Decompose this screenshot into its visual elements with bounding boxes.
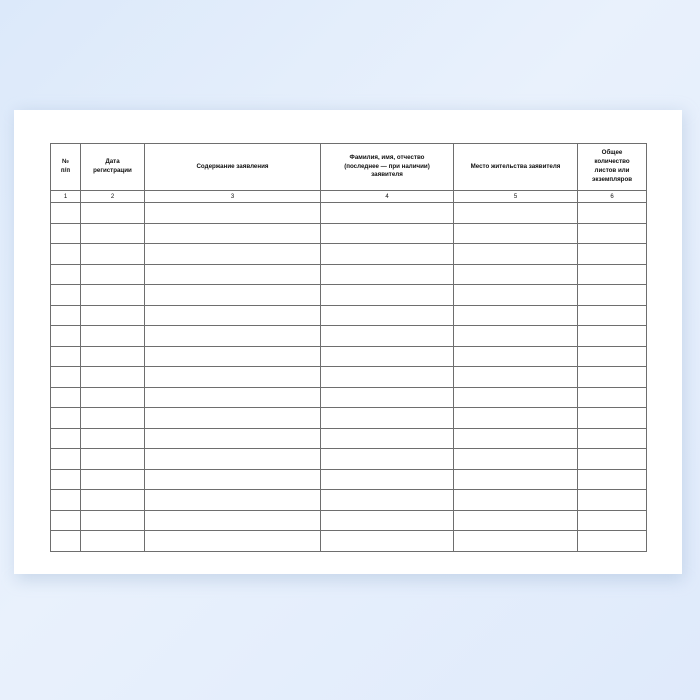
table-cell[interactable] xyxy=(578,203,647,224)
table-cell[interactable] xyxy=(454,326,578,347)
header-row xyxy=(51,144,647,191)
header-line: Дата xyxy=(105,158,120,166)
table-cell[interactable] xyxy=(81,346,145,367)
table-cell[interactable] xyxy=(51,244,81,265)
table-row[interactable] xyxy=(51,510,647,531)
table-row[interactable] xyxy=(51,203,647,224)
table-cell[interactable] xyxy=(145,326,321,347)
column-header-sheets-count xyxy=(578,144,647,191)
table-cell[interactable] xyxy=(578,285,647,306)
table-cell[interactable] xyxy=(81,531,145,552)
table-cell[interactable] xyxy=(578,490,647,511)
table-cell[interactable] xyxy=(81,264,145,285)
table-cell[interactable] xyxy=(454,428,578,449)
table-row[interactable] xyxy=(51,244,647,265)
table-cell[interactable] xyxy=(578,469,647,490)
table-cell[interactable] xyxy=(51,428,81,449)
column-header-application-content xyxy=(145,144,321,191)
table-cell[interactable] xyxy=(578,531,647,552)
table-cell[interactable] xyxy=(454,531,578,552)
table-cell[interactable] xyxy=(145,490,321,511)
table-cell[interactable] xyxy=(454,510,578,531)
table-cell[interactable] xyxy=(145,510,321,531)
header-line: п/п xyxy=(60,167,71,174)
table-cell[interactable] xyxy=(51,264,81,285)
table-cell[interactable] xyxy=(578,449,647,470)
table-cell[interactable] xyxy=(454,449,578,470)
table-cell[interactable] xyxy=(51,346,81,367)
table-cell[interactable] xyxy=(81,285,145,306)
table-cell[interactable] xyxy=(145,428,321,449)
table-cell[interactable] xyxy=(321,408,454,429)
table-cell[interactable] xyxy=(454,367,578,388)
table-cell[interactable] xyxy=(321,449,454,470)
table-row[interactable] xyxy=(51,285,647,306)
header-line: Содержание заявления xyxy=(196,162,269,170)
register-table-container xyxy=(50,143,646,552)
table-cell[interactable] xyxy=(321,264,454,285)
table-cell[interactable] xyxy=(145,264,321,285)
table-cell[interactable] xyxy=(454,244,578,265)
header-line: Место жительства заявителя xyxy=(470,162,561,170)
table-cell[interactable] xyxy=(81,244,145,265)
table-cell[interactable] xyxy=(145,244,321,265)
table-cell[interactable] xyxy=(51,285,81,306)
table-cell[interactable] xyxy=(321,490,454,511)
table-head xyxy=(51,144,647,203)
table-cell[interactable] xyxy=(81,367,145,388)
table-cell[interactable] xyxy=(51,490,81,511)
table-cell[interactable] xyxy=(578,264,647,285)
table-cell[interactable] xyxy=(454,264,578,285)
table-cell[interactable] xyxy=(81,408,145,429)
table-cell[interactable] xyxy=(145,223,321,244)
table-cell[interactable] xyxy=(321,223,454,244)
table-row[interactable] xyxy=(51,449,647,470)
table-cell[interactable] xyxy=(81,223,145,244)
table-cell[interactable] xyxy=(454,203,578,224)
header-line: количество xyxy=(594,158,630,166)
table-cell[interactable] xyxy=(578,305,647,326)
table-cell[interactable] xyxy=(145,346,321,367)
table-cell[interactable] xyxy=(51,387,81,408)
table-cell[interactable] xyxy=(81,326,145,347)
table-cell[interactable] xyxy=(81,387,145,408)
header-line: № xyxy=(62,158,69,166)
table-cell[interactable] xyxy=(321,285,454,306)
table-cell[interactable] xyxy=(578,510,647,531)
table-cell[interactable] xyxy=(454,490,578,511)
table-cell[interactable] xyxy=(321,531,454,552)
table-cell[interactable] xyxy=(145,305,321,326)
table-cell[interactable] xyxy=(145,285,321,306)
table-cell[interactable] xyxy=(51,408,81,429)
table-cell[interactable] xyxy=(145,387,321,408)
table-row[interactable] xyxy=(51,223,647,244)
table-cell[interactable] xyxy=(51,203,81,224)
column-header-applicant-name xyxy=(321,144,454,191)
header-line: экземпляров xyxy=(591,175,633,183)
column-number-row xyxy=(51,191,647,203)
register-table xyxy=(50,143,647,552)
table-cell[interactable] xyxy=(51,326,81,347)
table-cell[interactable] xyxy=(51,223,81,244)
table-cell[interactable] xyxy=(145,367,321,388)
table-row[interactable] xyxy=(51,326,647,347)
table-row[interactable] xyxy=(51,346,647,367)
column-number: 4 xyxy=(321,191,454,203)
table-cell[interactable] xyxy=(51,469,81,490)
table-body xyxy=(51,203,647,552)
table-cell[interactable] xyxy=(578,244,647,265)
table-row[interactable] xyxy=(51,264,647,285)
table-cell[interactable] xyxy=(454,346,578,367)
table-cell[interactable] xyxy=(454,223,578,244)
header-line: регистрации xyxy=(93,167,132,174)
table-row[interactable] xyxy=(51,367,647,388)
column-header-applicant-residence xyxy=(454,144,578,191)
column-number: 1 xyxy=(51,191,81,203)
header-line: заявителя xyxy=(371,171,403,179)
table-cell[interactable] xyxy=(454,387,578,408)
column-header-number xyxy=(51,144,81,191)
column-number: 6 xyxy=(578,191,647,203)
table-row[interactable] xyxy=(51,531,647,552)
table-cell[interactable] xyxy=(578,408,647,429)
table-cell[interactable] xyxy=(454,408,578,429)
table-cell[interactable] xyxy=(578,387,647,408)
table-cell[interactable] xyxy=(578,367,647,388)
column-number: 3 xyxy=(145,191,321,203)
table-cell[interactable] xyxy=(578,223,647,244)
table-cell[interactable] xyxy=(454,469,578,490)
table-cell[interactable] xyxy=(321,346,454,367)
column-header-registration-date xyxy=(81,144,145,191)
table-cell[interactable] xyxy=(321,203,454,224)
table-row[interactable] xyxy=(51,387,647,408)
table-cell[interactable] xyxy=(321,387,454,408)
table-cell[interactable] xyxy=(321,305,454,326)
table-cell[interactable] xyxy=(81,428,145,449)
header-line: Общее xyxy=(601,149,623,157)
table-cell[interactable] xyxy=(145,203,321,224)
table-cell[interactable] xyxy=(578,326,647,347)
table-cell[interactable] xyxy=(81,305,145,326)
table-cell[interactable] xyxy=(321,244,454,265)
table-cell[interactable] xyxy=(321,510,454,531)
table-cell[interactable] xyxy=(145,449,321,470)
table-cell[interactable] xyxy=(51,510,81,531)
table-cell[interactable] xyxy=(321,367,454,388)
table-cell[interactable] xyxy=(81,469,145,490)
table-row[interactable] xyxy=(51,469,647,490)
table-cell[interactable] xyxy=(145,408,321,429)
table-cell[interactable] xyxy=(578,428,647,449)
table-row[interactable] xyxy=(51,428,647,449)
header-line: листов или xyxy=(594,167,630,174)
table-cell[interactable] xyxy=(321,428,454,449)
table-cell[interactable] xyxy=(81,510,145,531)
header-line: (последнее — при наличии) xyxy=(344,162,430,170)
table-cell[interactable] xyxy=(81,490,145,511)
table-row[interactable] xyxy=(51,305,647,326)
header-line: Фамилия, имя, отчество xyxy=(349,153,425,161)
table-row[interactable] xyxy=(51,490,647,511)
document-paper xyxy=(14,110,682,574)
table-row[interactable] xyxy=(51,408,647,429)
table-cell[interactable] xyxy=(51,449,81,470)
table-cell[interactable] xyxy=(321,326,454,347)
table-cell[interactable] xyxy=(51,305,81,326)
table-cell[interactable] xyxy=(51,531,81,552)
column-number: 2 xyxy=(81,191,145,203)
column-number: 5 xyxy=(454,191,578,203)
table-cell[interactable] xyxy=(145,531,321,552)
table-cell[interactable] xyxy=(578,346,647,367)
table-cell[interactable] xyxy=(454,305,578,326)
table-cell[interactable] xyxy=(145,469,321,490)
table-cell[interactable] xyxy=(321,469,454,490)
table-cell[interactable] xyxy=(81,203,145,224)
table-cell[interactable] xyxy=(51,367,81,388)
table-cell[interactable] xyxy=(81,449,145,470)
table-cell[interactable] xyxy=(454,285,578,306)
